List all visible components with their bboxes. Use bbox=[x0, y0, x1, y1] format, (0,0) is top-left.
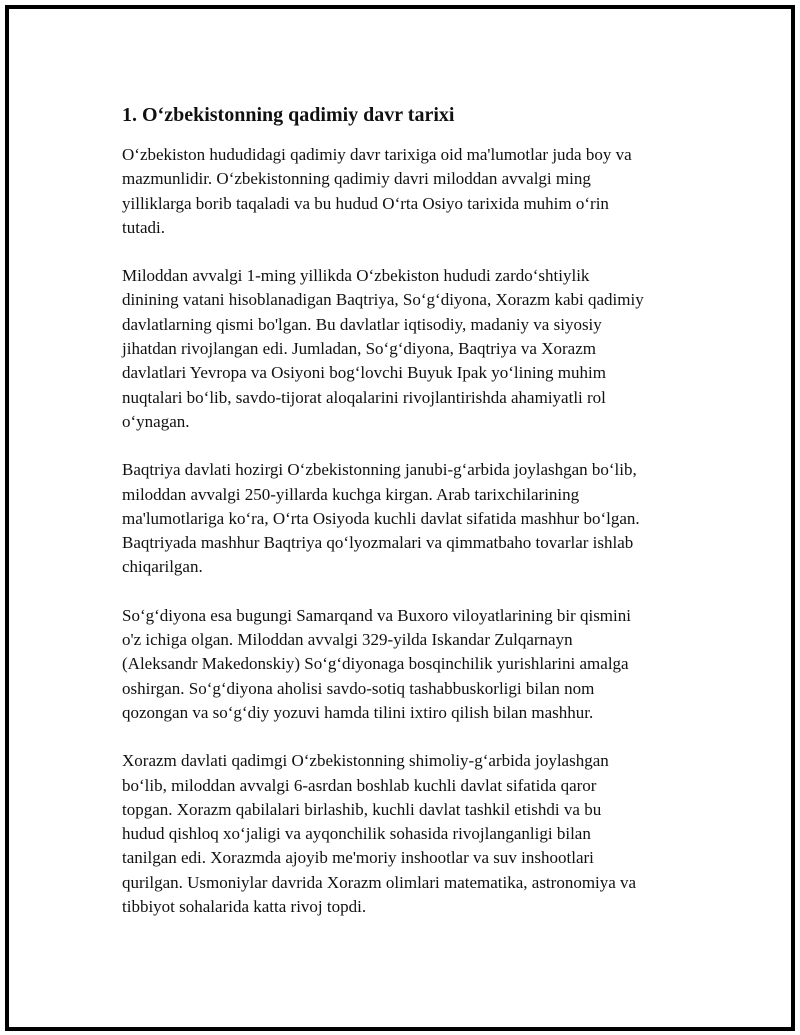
paragraph-ancient-states: Miloddan avvalgi 1-ming yillikda O‘zbekiston hududi zardo‘shtiylik dinining vatani hisoblanadigan Baqtriya, So‘g‘diyona, Xorazm kabi qadimiy davlatlarning qismi bo'lgan. Bu davlatlar iqtisodiy, madaniy va siyosiy jihatdan rivojlangan edi. Jumladan, So‘g‘diyona, Baqtriya va Xorazm davlatlari Yevropa va Osiyoni bog‘lovchi Buyuk Ipak yo‘lining muhim nuqtalari bo‘lib, savdo-tijorat aloqalarini rivojlantirishda ahamiyatli rol o‘ynagan. bbox=[122, 266, 644, 431]
section-heading: 1. O‘zbekistonning qadimiy davr tarixi bbox=[122, 104, 455, 126]
paragraph-intro: O‘zbekiston hududidagi qadimiy davr tarixiga oid ma'lumotlar juda boy va mazmunlidir. O‘zbekistonning qadimiy davri miloddan avvalgi ming yilliklarga borib taqaladi va bu hudud O‘rta Osiyo tarixida muhim o‘rin tutadi. bbox=[122, 145, 632, 237]
paragraph-sogdiyona: So‘g‘diyona esa bugungi Samarqand va Buxoro viloyatlarining bir qismini o'z ichiga olgan. Miloddan avvalgi 329-yilda Iskandar Zulqarnayn (Aleksandr Makedonskiy) So‘g‘diyonaga bosqinchilik yurishlarini amalga oshirgan. So‘g‘diyona aholisi savdo-sotiq tashabbuskorligi bilan nom qozongan va so‘g‘diy yozuvi hamda tilini ixtiro qilish bilan mashhur. bbox=[122, 605, 631, 722]
document-body bbox=[122, 101, 702, 943]
paragraph-baqtriya: Baqtriya davlati hozirgi O‘zbekistonning janubi-g‘arbida joylashgan bo‘lib, miloddan avvalgi 250-yillarda kuchga kirgan. Arab tarixchilarining ma'lumotlariga ko‘ra, O‘rta Osiyoda kuchli davlat sifatida mashhur bo‘lgan. Baqtriyada mashhur Baqtriya qo‘lyozmalari va qimmatbaho tovarlar ishlab chiqarilgan. bbox=[122, 460, 640, 577]
paragraph-xorazm: Xorazm davlati qadimgi O‘zbekistonning shimoliy-g‘arbida joylashgan bo‘lib, miloddan avvalgi 6-asrdan boshlab kuchli davlat sifatida qaror topgan. Xorazm qabilalari birlashib, kuchli davlat tashkil etishdi va bu hudud qishloq xo‘jaligi va ayqonchilik sohasida rivojlanganligi bilan tanilgan edi. Xorazmda ajoyib me'moriy inshootlar va suv inshootlari qurilgan. Usmoniylar davrida Xorazm olimlari matematika, astronomiya va tibbiyot sohalarida katta rivoj topdi. bbox=[122, 751, 637, 917]
page-frame bbox=[5, 5, 795, 1031]
